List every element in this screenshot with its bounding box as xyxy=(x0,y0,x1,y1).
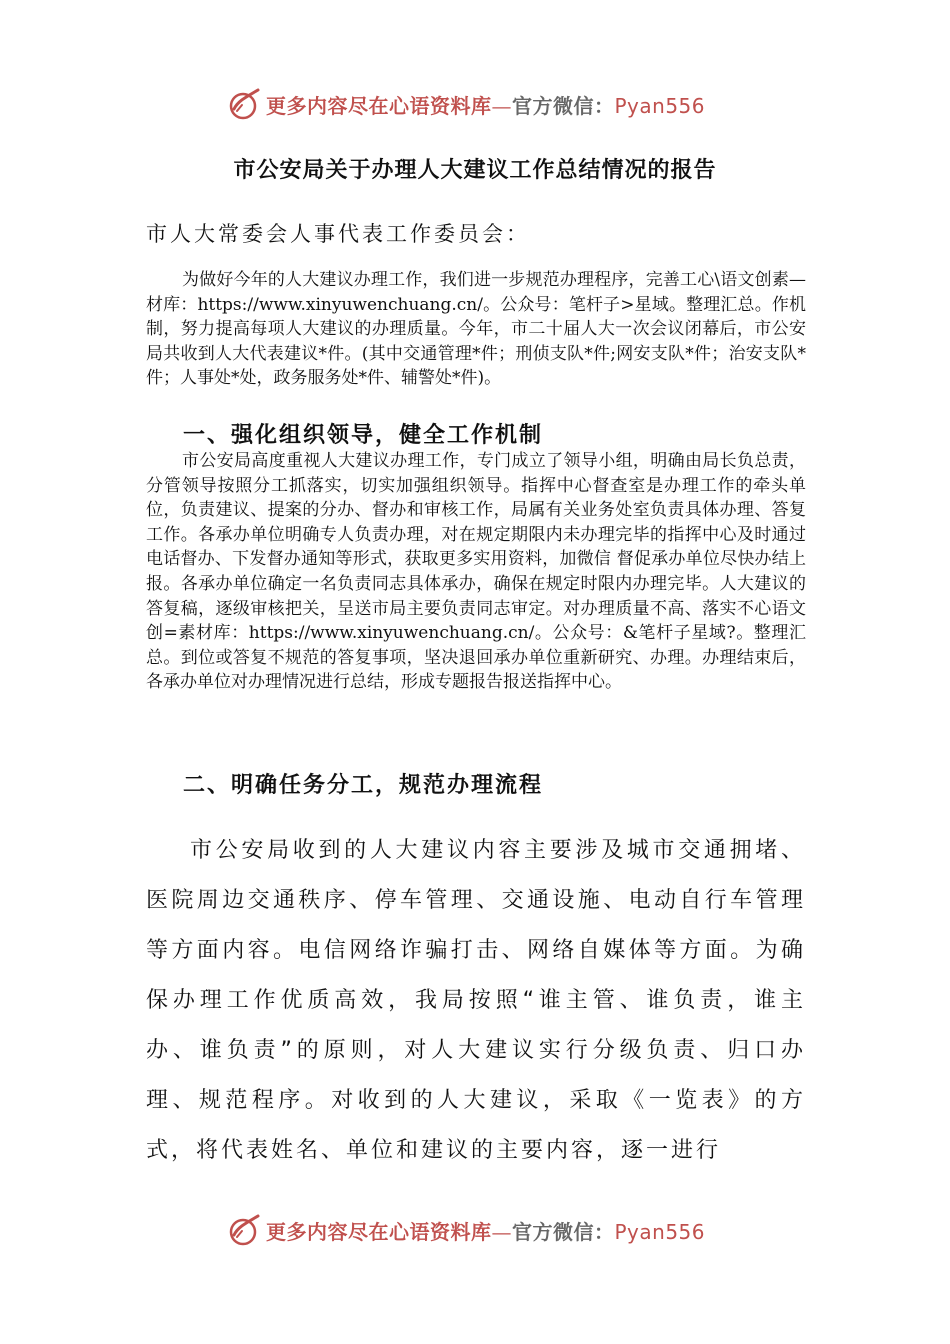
watermark-account-id: Pyan556 xyxy=(614,93,706,118)
watermark-separator: — xyxy=(491,93,512,118)
intro-paragraph: 为做好今年的人大建议办理工作，我们进一步规范办理程序，完善工心\语文创素—材库：https://www.xinyuwenchuang.cn/。公众号：笔杆子>星域。整理汇总。作机制，努力提高每项人大建议的办理质量。今年，市二十届人大一次会议闭幕后，市公安局共收到人大代表建议*件。(其中交通管理*件；刑侦支队*件;网安支队*件；治安支队*件；人事处*处，政务服务处*件、辅警处*件)。 xyxy=(146,270,806,389)
header-watermark xyxy=(228,86,705,122)
section-2-body: 市公安局收到的人大建议内容主要涉及城市交通拥堵、医院周边交通秩序、停车管理、交通设施、电动自行车管理等方面内容。电信网络诈骗打击、网络自媒体等方面。为确保办理工作优质高效，我局按照“谁主管、谁负责，谁主办、谁负责”的原则，对人大建议实行分级负责、归口办理、规范程序。对收到的人大建议，采取《一览表》的方式，将代表姓名、单位和建议的主要内容，逐一进行 xyxy=(146,838,806,1163)
watermark-main-text: 更多内容尽在心语资料库 xyxy=(266,1219,492,1244)
pen-logo-icon xyxy=(228,1213,262,1247)
watermark-separator: — xyxy=(491,1219,512,1244)
section-2-heading: 二、明确任务分工，规范办理流程 xyxy=(183,773,544,798)
watermark-account-id: Pyan556 xyxy=(614,1219,706,1244)
watermark-account-label: 官方微信： xyxy=(512,1219,615,1244)
pen-logo-icon xyxy=(228,87,262,121)
document-title: 市公安局关于办理人大建议工作总结情况的报告 xyxy=(233,157,717,183)
watermark-account-label: 官方微信： xyxy=(512,93,615,118)
watermark-main-text: 更多内容尽在心语资料库 xyxy=(266,93,492,118)
section-1-heading: 一、强化组织领导，健全工作机制 xyxy=(183,423,544,448)
footer-watermark xyxy=(228,1212,705,1248)
section-1-body: 市公安局高度重视人大建议办理工作，专门成立了领导小组，明确由局长负总责，分管领导按照分工抓落实，切实加强组织领导。指挥中心督查室是办理工作的牵头单位，负责建议、提案的分办、督办和审核工作，局属有关业务处室负责具体办理、答复工作。各承办单位明确专人负责办理，对在规定期限内未办理完毕的指挥中心及时通过电话督办、下发督办通知等形式，获取更多实用资料，加微信 督促承办单位尽快办结上报。各承办单位确定一名负责同志具体承办，确保在规定时限内办理完毕。人大建议的答复稿，逐级审核把关，呈送市局主要负责同志审定。对办理质量不高、落实不心语文创=素材库：https://www.xinyuwenchuang.cn/。公众号：&笔杆子星域?。整理汇总。到位或答复不规范的答复事项，坚决退回承办单位重新研究、办理。办理结束后，各承办单位对办理情况进行总结，形成专题报告报送指挥中心。 xyxy=(146,451,806,693)
salutation: 市人大常委会人事代表工作委员会： xyxy=(146,222,530,246)
